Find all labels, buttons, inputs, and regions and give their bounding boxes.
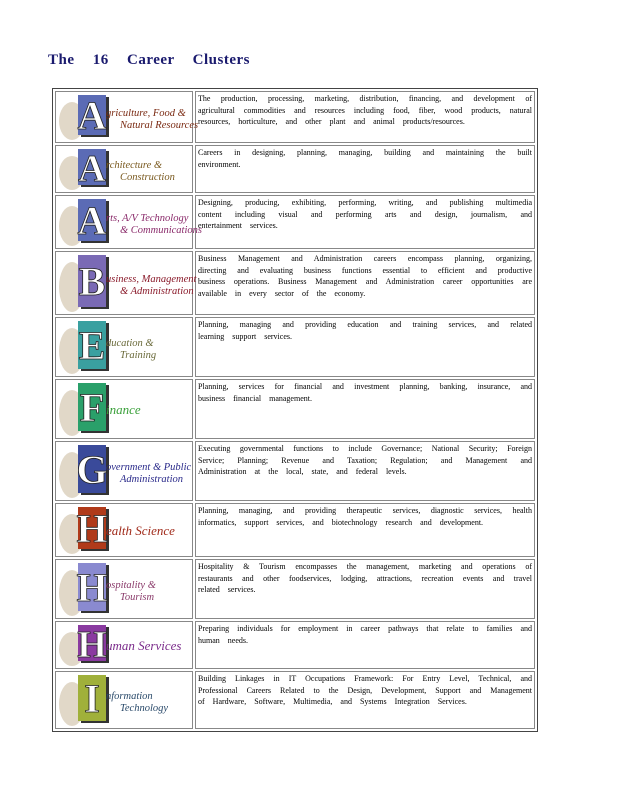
cluster-letter: A [77, 93, 107, 138]
cluster-row [55, 91, 535, 143]
cluster-logo-cell [55, 251, 197, 315]
cluster-row [55, 195, 535, 249]
cluster-description-cell [195, 195, 535, 249]
cluster-logo-graphic [56, 622, 190, 668]
cluster-logo-graphic [56, 318, 190, 376]
cluster-description-cell [195, 559, 535, 619]
cluster-description: Planning, managing, and providing therapeutic services, diagnostic services, health informatics, support services, and biotechnology research and development. [198, 506, 532, 527]
cluster-letter: F [79, 385, 105, 430]
cluster-letter: H [76, 506, 108, 551]
cluster-letter: B [78, 259, 106, 304]
cluster-description-cell [195, 317, 535, 377]
cluster-logo [56, 622, 190, 668]
cluster-description: Business Management and Administration careers encompass planning, organizing, directing and evaluating business functions essential to efficient and productive business operations. Business Management and Administration career opportunities are available in every sector of the economy. [198, 254, 532, 298]
cluster-logo-cell [55, 379, 193, 439]
cluster-logo-cell [55, 503, 193, 557]
cluster-logo [56, 672, 190, 728]
cluster-label-line1: ospitality & [106, 580, 156, 591]
cluster-logo [56, 318, 190, 376]
cluster-logo-graphic [56, 252, 197, 314]
cluster-label-line2: Construction [120, 172, 175, 183]
cluster-description: Preparing individuals for employment in career pathways that relate to families and human needs. [198, 624, 532, 645]
cluster-logo [56, 560, 190, 618]
cluster-description: Hospitality & Tourism encompasses the management, marketing and operations of restaurants and other foodservices, lodging, attractions, recreation events and travel related services. [198, 562, 532, 594]
cluster-label-line2: Natural Resources [120, 120, 199, 131]
page-title: The 16 Career Clusters [48, 52, 251, 68]
cluster-logo-graphic [56, 196, 202, 248]
cluster-row [55, 317, 535, 377]
cluster-logo-graphic [56, 504, 190, 556]
cluster-letter: I [84, 676, 100, 721]
cluster-letter: A [77, 198, 107, 243]
cluster-description: The production, processing, marketing, distribution, financing, and development of agricultural commodities and resources including food, fiber, wood products, natural resources, horticulture, and other plant and animal products/resources. [198, 94, 532, 126]
cluster-logo [56, 196, 202, 248]
cluster-label-line1: overnment & Public [106, 462, 192, 473]
cluster-description: Planning, services for financial and investment planning, banking, insurance, and business financial management. [198, 382, 532, 403]
cluster-letter: H [77, 624, 107, 666]
cluster-label-line1: uman Services [106, 638, 182, 653]
cluster-description-cell [195, 671, 535, 729]
cluster-description-cell [195, 503, 535, 557]
cluster-logo [56, 504, 190, 556]
cluster-label-line1: usiness, Management [106, 274, 197, 285]
cluster-logo [56, 92, 199, 142]
cluster-label-line1: inance [106, 402, 141, 417]
cluster-logo-cell [55, 145, 193, 193]
cluster-label-line1: ducation & [106, 338, 154, 349]
cluster-description-cell [195, 91, 535, 143]
cluster-letter: G [76, 447, 108, 492]
cluster-label-line2: Training [120, 350, 157, 361]
cluster-row [55, 145, 535, 193]
cluster-logo [56, 380, 190, 438]
cluster-description: Building Linkages in IT Occupations Framework: For Entry Level, Technical, and Professional Careers Related to the Design, Development, Support and Management of Hardware, Software, Multimedia, and Systems Integration Services. [198, 674, 532, 706]
cluster-label-line1: griculture, Food & [106, 108, 186, 119]
cluster-logo-graphic [56, 442, 190, 500]
cluster-row [55, 251, 535, 315]
cluster-logo-cell [55, 559, 193, 619]
cluster-label-line2: & Communications [120, 225, 202, 236]
cluster-logo [56, 252, 197, 314]
cluster-label-line1: rts, A/V Technology [106, 213, 189, 224]
cluster-description-cell [195, 251, 535, 315]
cluster-description-cell [195, 441, 535, 501]
cluster-logo-graphic [56, 380, 190, 438]
cluster-description: Careers in designing, planning, managing, building and maintaining the built environment. [198, 148, 532, 169]
cluster-description: Executing governmental functions to include Governance; National Security; Foreign Service; Planning; Revenue and Taxation; Regulation; and Management and Administration at the local, state, and federal levels. [198, 444, 532, 476]
cluster-logo-graphic [56, 672, 190, 728]
cluster-logo-graphic [56, 146, 190, 192]
cluster-label-line2: & Administration [120, 286, 194, 297]
cluster-row [55, 441, 535, 501]
cluster-description: Planning, managing and providing education and training services, and related learning support services. [198, 320, 532, 341]
cluster-description-cell [195, 379, 535, 439]
cluster-label-line1: rchitecture & [106, 160, 163, 171]
cluster-label-line2: Tourism [120, 592, 155, 603]
cluster-logo-cell [55, 621, 193, 669]
cluster-logo-cell [55, 91, 199, 143]
cluster-label-line1: ealth Science [106, 523, 175, 538]
cluster-logo-cell [55, 317, 193, 377]
cluster-letter: E [78, 323, 106, 368]
cluster-logo [56, 442, 190, 500]
cluster-description-cell [195, 621, 535, 669]
cluster-row [55, 559, 535, 619]
cluster-row [55, 379, 535, 439]
cluster-logo [56, 146, 190, 192]
cluster-logo-graphic [56, 560, 190, 618]
cluster-label-line2: Administration [120, 474, 184, 485]
cluster-label-line1: nformation [106, 691, 153, 702]
career-clusters-table [52, 88, 538, 732]
cluster-label-line2: Technology [120, 703, 169, 714]
cluster-logo-cell [55, 671, 193, 729]
cluster-logo-graphic [56, 92, 199, 142]
cluster-letter: H [76, 565, 108, 610]
cluster-logo-cell [55, 195, 202, 249]
cluster-description-cell [195, 145, 535, 193]
cluster-letter: A [78, 148, 106, 190]
cluster-row [55, 621, 535, 669]
cluster-description: Designing, producing, exhibiting, performing, writing, and publishing multimedia content including visual and performing arts and design, journalism, and entertainment services. [198, 198, 532, 230]
cluster-logo-cell [55, 441, 193, 501]
cluster-row [55, 503, 535, 557]
cluster-row [55, 671, 535, 729]
